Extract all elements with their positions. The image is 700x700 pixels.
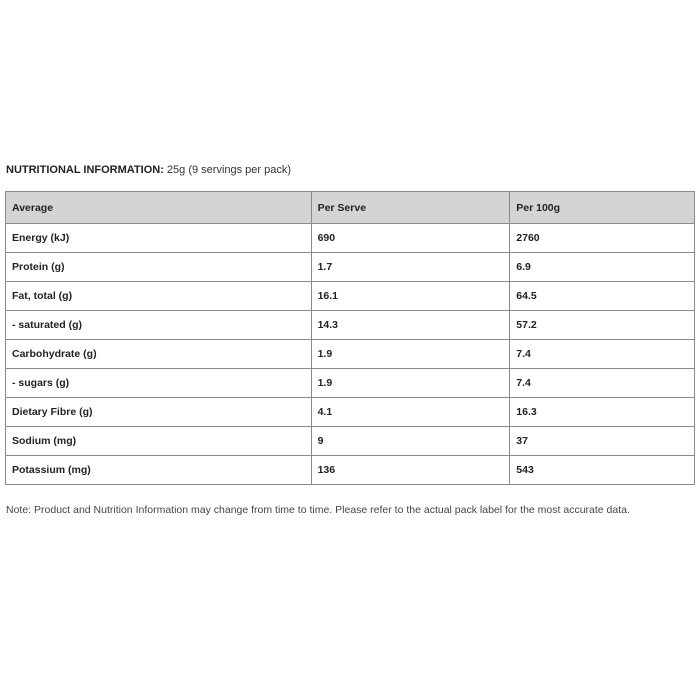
per-100g-value: 7.4 [510,340,695,369]
per-serve-value: 4.1 [311,398,510,427]
table-header-row [6,192,695,224]
per-serve-value: 1.9 [311,369,510,398]
nutrition-heading [6,164,291,176]
header-per-100g: Per 100g [510,192,695,224]
header-per-serve: Per Serve [311,192,510,224]
per-100g-value: 6.9 [510,253,695,282]
nutrient-name: - saturated (g) [6,311,312,340]
table-row [6,456,695,485]
table-row [6,311,695,340]
table-row [6,253,695,282]
header-average: Average [6,192,312,224]
per-serve-value: 136 [311,456,510,485]
nutrient-name: Protein (g) [6,253,312,282]
per-100g-value: 7.4 [510,369,695,398]
per-100g-value: 16.3 [510,398,695,427]
nutrient-name: Dietary Fibre (g) [6,398,312,427]
per-100g-value: 2760 [510,224,695,253]
per-100g-value: 64.5 [510,282,695,311]
per-100g-value: 37 [510,427,695,456]
serving-size: 25g (9 servings per pack) [166,164,292,176]
table-row [6,340,695,369]
table-row [6,369,695,398]
nutrient-name: Potassium (mg) [6,456,312,485]
nutrient-name: Fat, total (g) [6,282,312,311]
nutrient-name: Energy (kJ) [6,224,312,253]
table-row [6,224,695,253]
per-serve-value: 9 [311,427,510,456]
table-row [6,282,695,311]
per-serve-value: 1.9 [311,340,510,369]
per-100g-value: 543 [510,456,695,485]
nutrient-name: Carbohydrate (g) [6,340,312,369]
nutrient-name: Sodium (mg) [6,427,312,456]
nutrition-heading-label: NUTRITIONAL INFORMATION: [6,164,164,176]
per-serve-value: 14.3 [311,311,510,340]
per-serve-value: 690 [311,224,510,253]
nutrient-name: - sugars (g) [6,369,312,398]
disclaimer-note: Note: Product and Nutrition Information may change from time to time. Please refer to the actual pack label for the most accurate data. [6,504,630,516]
per-serve-value: 16.1 [311,282,510,311]
per-serve-value: 1.7 [311,253,510,282]
table-row [6,427,695,456]
table-row [6,398,695,427]
per-100g-value: 57.2 [510,311,695,340]
nutrition-table [5,191,695,485]
